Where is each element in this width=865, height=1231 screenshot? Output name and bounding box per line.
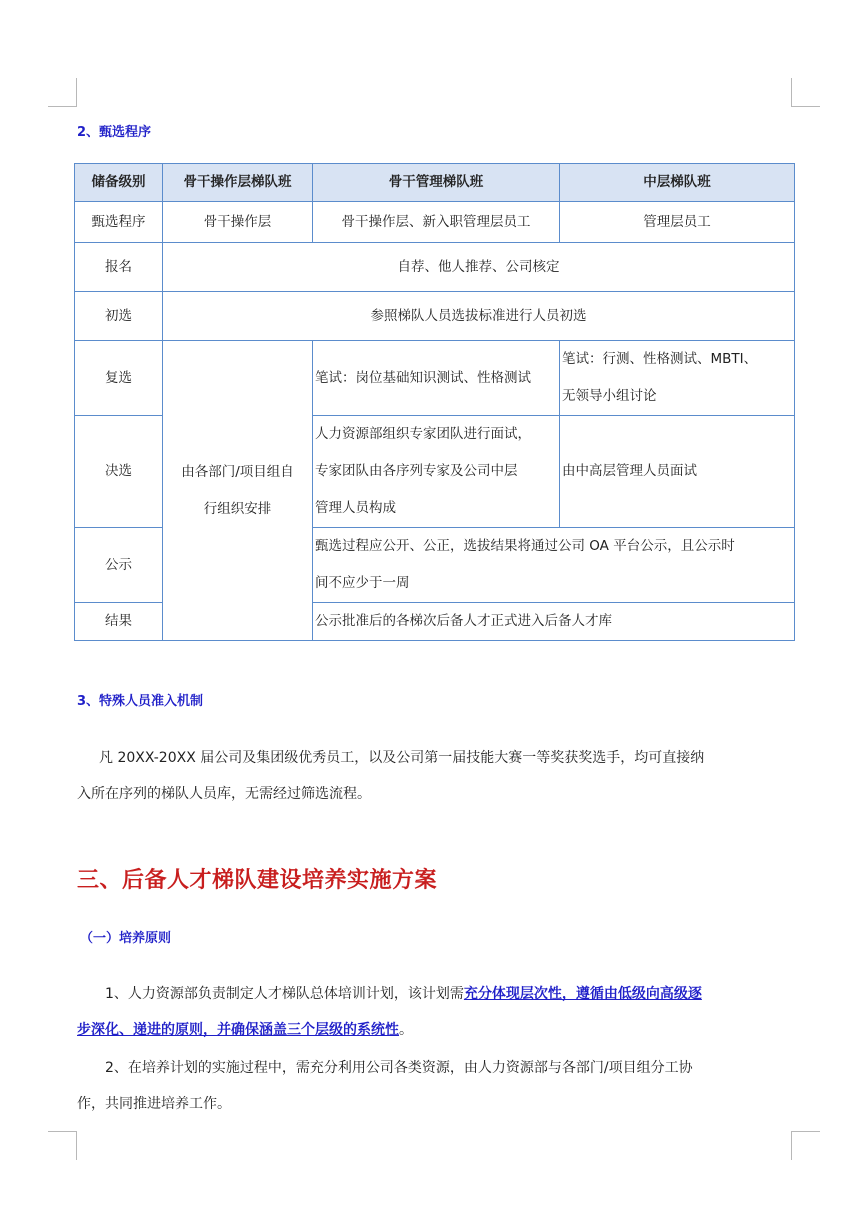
row-label: 结果: [75, 603, 163, 641]
table-cell: [313, 528, 795, 603]
row-label: 甄选程序: [75, 202, 163, 243]
selection-table: [74, 163, 795, 641]
emphasis-text: 步深化、递进的原则，并确保涵盖三个层级的系统性: [77, 1022, 399, 1038]
crop-mark-top-left: [48, 78, 77, 107]
cell-line: 管理人员构成: [315, 500, 396, 516]
table-cell: [313, 416, 560, 528]
cell-line: 专家团队由各序列专家及公司中层: [315, 463, 518, 479]
special-admission-paragraph: [77, 740, 777, 812]
cell-line: 无领导小组讨论: [562, 388, 657, 404]
table-cell: 骨干操作层、新入职管理层员工: [313, 202, 560, 243]
table-row: [75, 341, 795, 416]
paragraph-line: 作，共同推进培养工作。: [77, 1096, 231, 1112]
section-heading-special-admission: 3、特殊人员准入机制: [77, 694, 204, 709]
paragraph-line: 凡 20XX-20XX 届公司及集团级优秀员工，以及公司第一届技能大赛一等奖获奖选手，均可直接纳: [99, 750, 705, 766]
row-label: 初选: [75, 292, 163, 341]
table-row: [75, 202, 795, 243]
section-heading-selection: 2、甄选程序: [77, 125, 152, 140]
chapter-title: 三、后备人才梯队建设培养实施方案: [77, 868, 438, 893]
header-cell: 中层梯队班: [560, 164, 795, 202]
emphasis-text: 充分体现层次性，遵循由低级向高级逐: [463, 986, 702, 1002]
row-label: 复选: [75, 341, 163, 416]
crop-mark-top-right: [791, 78, 820, 107]
cell-line: 甄选过程应公开、公正，选拔结果将通过公司 OA 平台公示，且公示时: [315, 538, 735, 554]
paragraph-line: 入所在序列的梯队人员库，无需经过筛选流程。: [77, 786, 371, 802]
table-cell: 骨干操作层: [163, 202, 313, 243]
crop-mark-bottom-right: [791, 1131, 820, 1160]
paragraph-text: 。: [399, 1022, 413, 1038]
header-cell: 骨干管理梯队班: [313, 164, 560, 202]
cell-line: 间不应少于一周: [315, 575, 410, 591]
header-cell: 储备级别: [75, 164, 163, 202]
merged-cell-line: 行组织安排: [203, 500, 272, 517]
subsection-heading: （一）培养原则: [80, 931, 172, 946]
table-cell: [560, 341, 795, 416]
header-cell: 骨干操作层梯队班: [163, 164, 313, 202]
table-cell: 由中高层管理人员面试: [560, 416, 795, 528]
table-header-row: [75, 164, 795, 202]
paragraph-line: [77, 1012, 777, 1048]
crop-mark-bottom-left: [48, 1131, 77, 1160]
paragraph-2: [77, 1050, 777, 1122]
table-cell: 参照梯队人员选拔标准进行人员初选: [163, 292, 795, 341]
paragraph-1: [77, 976, 777, 1048]
row-label: 报名: [75, 243, 163, 292]
row-label: 决选: [75, 416, 163, 528]
table-row: [75, 243, 795, 292]
table-cell: 管理层员工: [560, 202, 795, 243]
paragraph-text: 1、人力资源部负责制定人才梯队总体培训计划，该计划需: [105, 986, 464, 1002]
table-cell: 自荐、他人推荐、公司核定: [163, 243, 795, 292]
merged-cell: [163, 341, 313, 641]
table-row: [75, 292, 795, 341]
row-label: 公示: [75, 528, 163, 603]
cell-line: 人力资源部组织专家团队进行面试，: [315, 426, 531, 442]
merged-cell-line: 由各部门/项目组自: [181, 463, 294, 480]
table-cell: 公示批准后的各梯次后备人才正式进入后备人才库: [313, 603, 795, 641]
cell-line: 笔试：行测、性格测试、MBTI、: [562, 351, 758, 367]
table-cell: 笔试：岗位基础知识测试、性格测试: [313, 341, 560, 416]
paragraph-line: [77, 976, 777, 1012]
paragraph-line: 2、在培养计划的实施过程中，需充分利用公司各类资源，由人力资源部与各部门/项目组分工协: [105, 1060, 693, 1076]
